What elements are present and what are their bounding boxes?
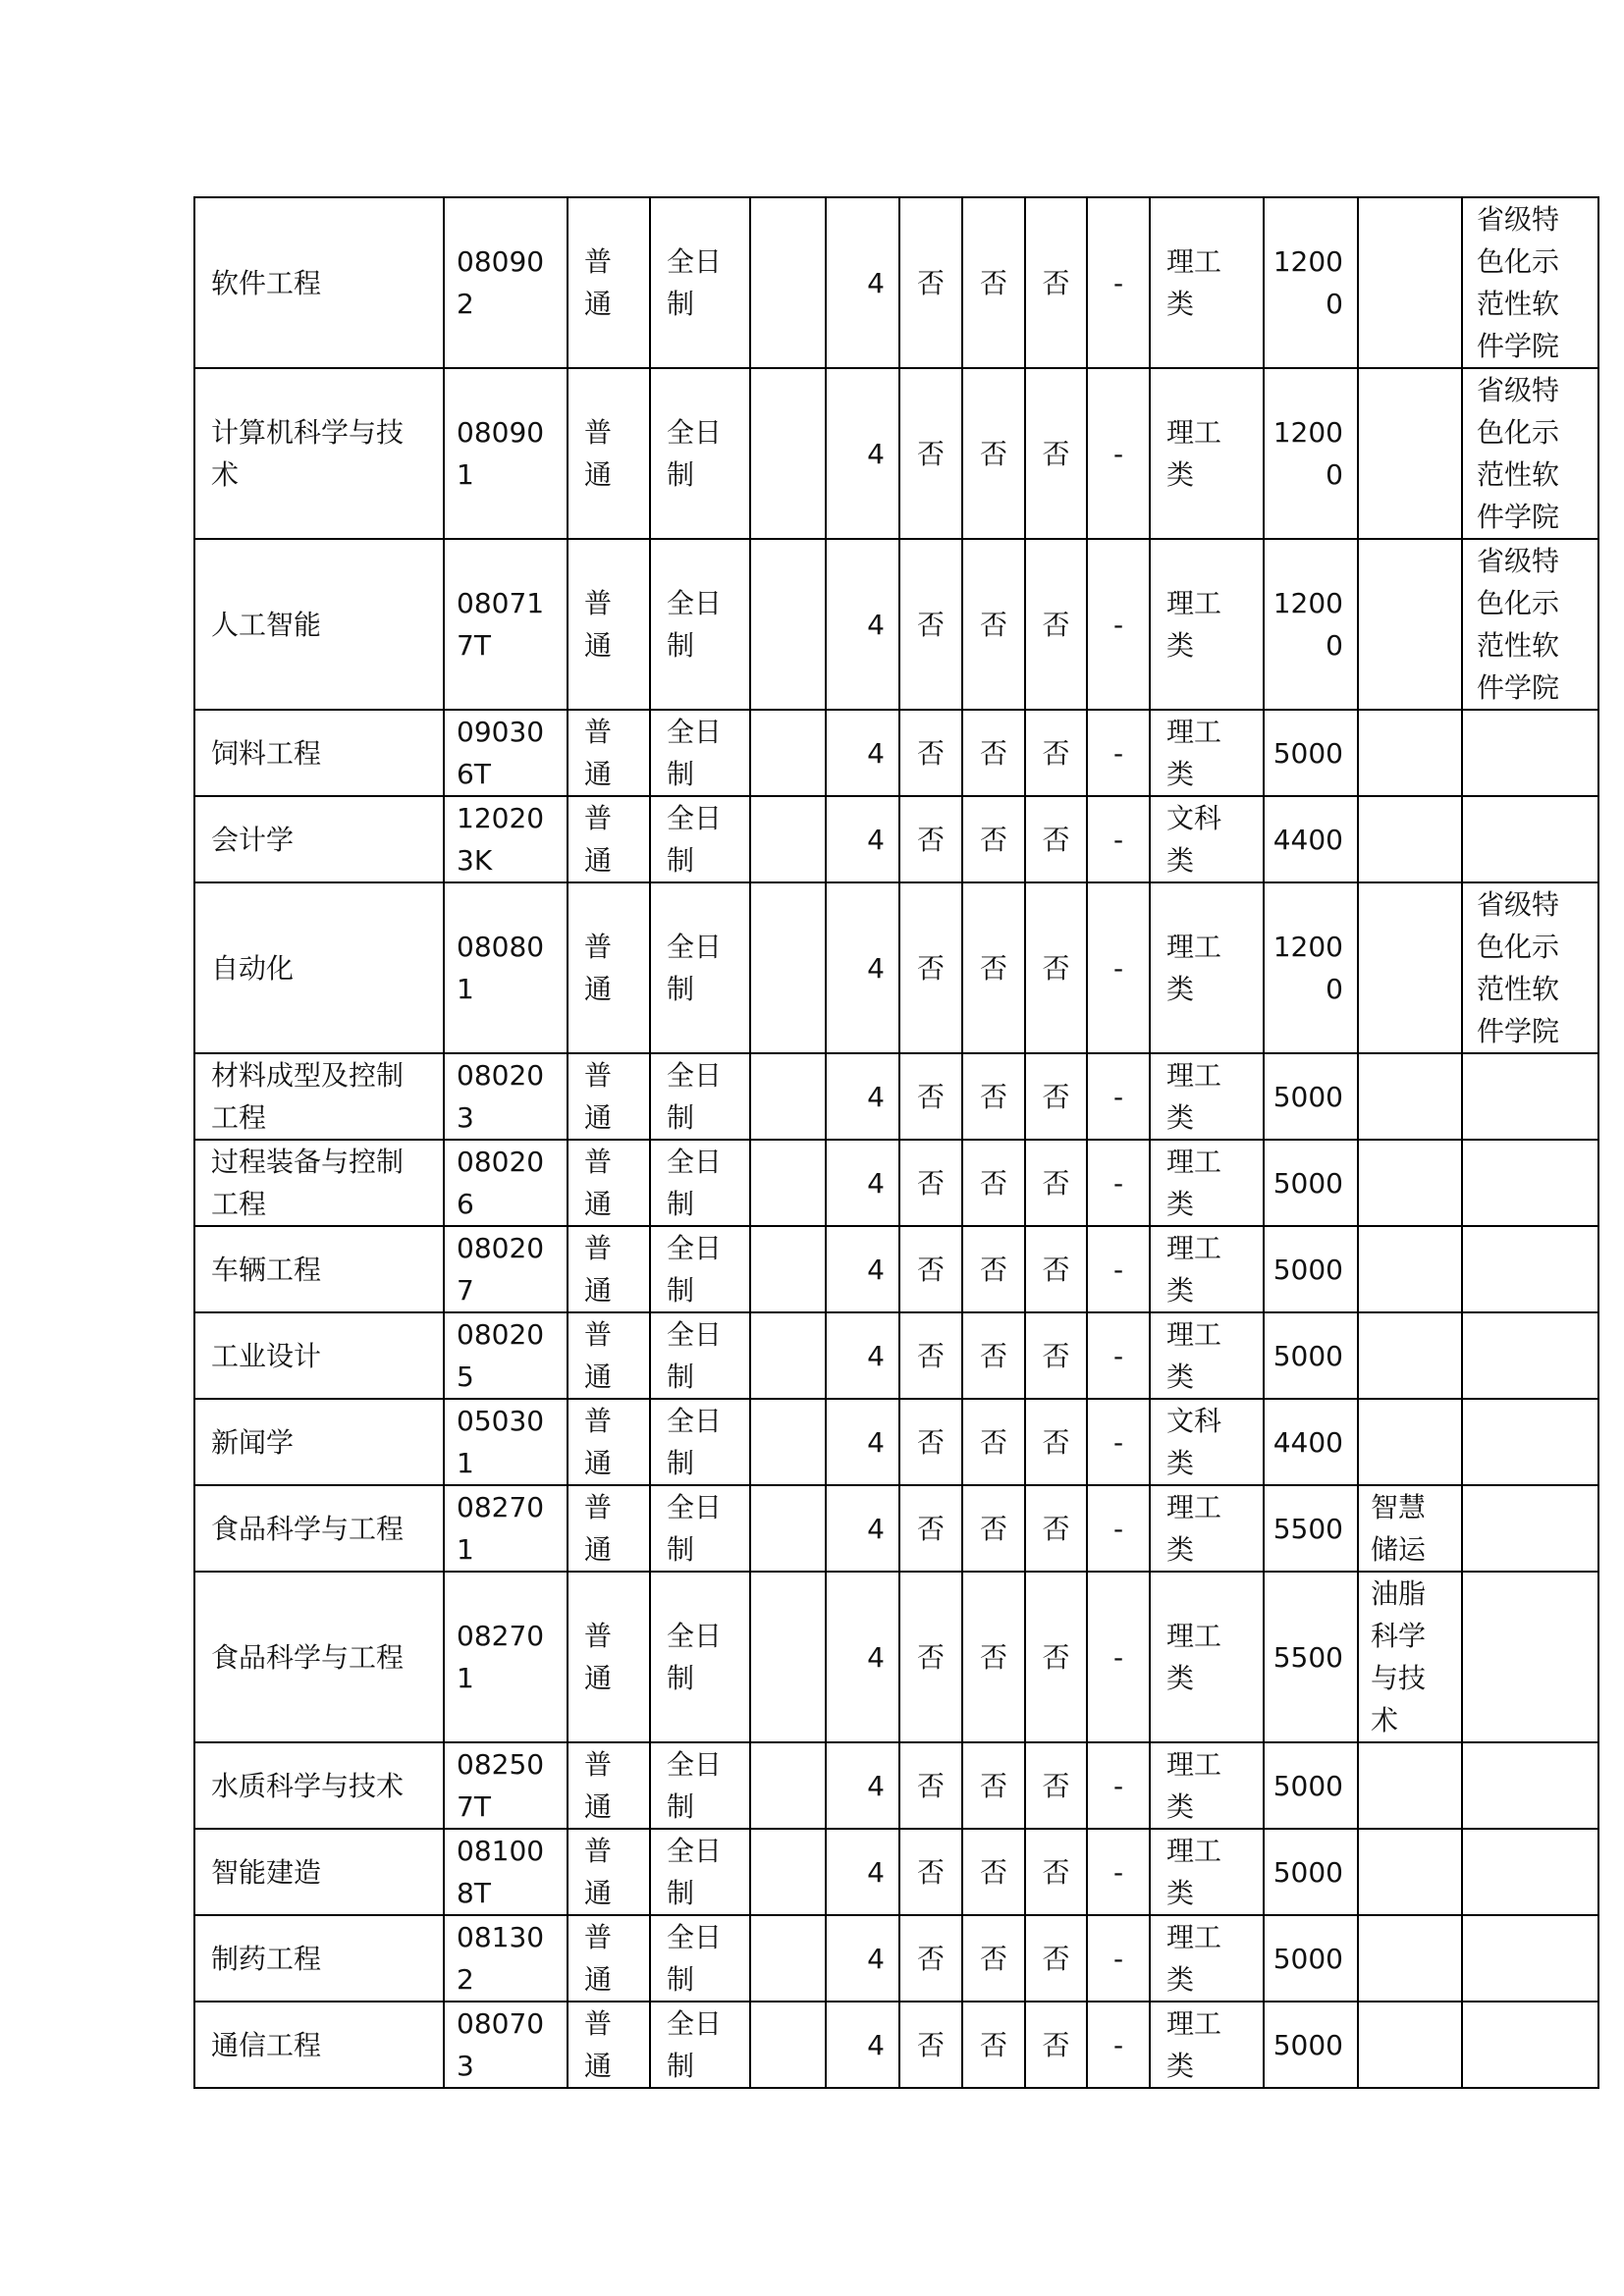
years-cell: 4 <box>826 1915 899 2002</box>
dash-cell: - <box>1087 710 1150 796</box>
direction-cell <box>1358 1742 1462 1829</box>
table-row <box>194 1485 1598 1572</box>
direction-cell <box>1358 1915 1462 2002</box>
code-cell: 080207 <box>444 1226 568 1312</box>
category-cell: 理工类 <box>1150 197 1264 368</box>
note-cell: 省级特色化示范性软件学院 <box>1462 539 1598 710</box>
flag1-cell: 否 <box>899 1829 962 1915</box>
flag1-cell: 否 <box>899 2002 962 2088</box>
dash-cell: - <box>1087 1053 1150 1140</box>
fee-cell: 4400 <box>1264 796 1358 882</box>
direction-cell <box>1358 368 1462 539</box>
note-cell <box>1462 1829 1598 1915</box>
years-cell: 4 <box>826 1399 899 1485</box>
flag3-cell: 否 <box>1025 1053 1087 1140</box>
flag2-cell: 否 <box>962 1312 1025 1399</box>
major-cell: 材料成型及控制工程 <box>194 1053 444 1140</box>
flag3-cell: 否 <box>1025 1226 1087 1312</box>
dash-cell: - <box>1087 1226 1150 1312</box>
type-cell: 普通 <box>568 1742 650 1829</box>
dash-cell: - <box>1087 539 1150 710</box>
dash-cell: - <box>1087 1399 1150 1485</box>
table-row <box>194 1226 1598 1312</box>
note-cell <box>1462 2002 1598 2088</box>
table-row <box>194 1053 1598 1140</box>
direction-cell <box>1358 882 1462 1053</box>
dash-cell: - <box>1087 1915 1150 2002</box>
code-cell: 080206 <box>444 1140 568 1226</box>
type-cell: 普通 <box>568 1312 650 1399</box>
flag1-cell: 否 <box>899 1915 962 2002</box>
flag3-cell: 否 <box>1025 1140 1087 1226</box>
table-row <box>194 882 1598 1053</box>
flag1-cell: 否 <box>899 197 962 368</box>
mode-cell: 全日制 <box>650 197 750 368</box>
flag3-cell: 否 <box>1025 1485 1087 1572</box>
flag1-cell: 否 <box>899 1399 962 1485</box>
type-cell: 普通 <box>568 368 650 539</box>
mode-cell: 全日制 <box>650 539 750 710</box>
fee-cell: 5000 <box>1264 1140 1358 1226</box>
blank-cell <box>750 1399 826 1485</box>
blank-cell <box>750 368 826 539</box>
table-row <box>194 1312 1598 1399</box>
note-cell: 省级特色化示范性软件学院 <box>1462 368 1598 539</box>
fee-cell: 5500 <box>1264 1572 1358 1742</box>
type-cell: 普通 <box>568 1829 650 1915</box>
mode-cell: 全日制 <box>650 1399 750 1485</box>
table-row <box>194 197 1598 368</box>
blank-cell <box>750 1742 826 1829</box>
note-cell <box>1462 1399 1598 1485</box>
code-cell: 050301 <box>444 1399 568 1485</box>
mode-cell: 全日制 <box>650 368 750 539</box>
direction-cell <box>1358 1829 1462 1915</box>
type-cell: 普通 <box>568 1915 650 2002</box>
category-cell: 理工类 <box>1150 1742 1264 1829</box>
category-cell: 文科类 <box>1150 1399 1264 1485</box>
mode-cell: 全日制 <box>650 1485 750 1572</box>
note-cell <box>1462 1572 1598 1742</box>
flag3-cell: 否 <box>1025 1312 1087 1399</box>
note-cell <box>1462 710 1598 796</box>
type-cell: 普通 <box>568 1485 650 1572</box>
flag1-cell: 否 <box>899 368 962 539</box>
flag1-cell: 否 <box>899 1140 962 1226</box>
years-cell: 4 <box>826 1226 899 1312</box>
blank-cell <box>750 1572 826 1742</box>
blank-cell <box>750 2002 826 2088</box>
major-cell: 饲料工程 <box>194 710 444 796</box>
mode-cell: 全日制 <box>650 1226 750 1312</box>
flag2-cell: 否 <box>962 1226 1025 1312</box>
type-cell: 普通 <box>568 796 650 882</box>
years-cell: 4 <box>826 197 899 368</box>
fee-cell: 12000 <box>1264 197 1358 368</box>
table-row <box>194 1140 1598 1226</box>
fee-cell: 5000 <box>1264 1312 1358 1399</box>
years-cell: 4 <box>826 1140 899 1226</box>
major-cell: 工业设计 <box>194 1312 444 1399</box>
years-cell: 4 <box>826 1572 899 1742</box>
years-cell: 4 <box>826 2002 899 2088</box>
flag2-cell: 否 <box>962 1572 1025 1742</box>
type-cell: 普通 <box>568 1572 650 1742</box>
code-cell: 082701 <box>444 1485 568 1572</box>
note-cell <box>1462 1053 1598 1140</box>
direction-cell <box>1358 1226 1462 1312</box>
category-cell: 理工类 <box>1150 1312 1264 1399</box>
code-cell: 080205 <box>444 1312 568 1399</box>
fee-cell: 5000 <box>1264 1053 1358 1140</box>
flag1-cell: 否 <box>899 710 962 796</box>
blank-cell <box>750 796 826 882</box>
note-cell <box>1462 1140 1598 1226</box>
note-cell <box>1462 1485 1598 1572</box>
note-cell <box>1462 1226 1598 1312</box>
table-row <box>194 796 1598 882</box>
major-cell: 自动化 <box>194 882 444 1053</box>
fee-cell: 12000 <box>1264 368 1358 539</box>
fee-cell: 5000 <box>1264 2002 1358 2088</box>
blank-cell <box>750 1226 826 1312</box>
code-cell: 081302 <box>444 1915 568 2002</box>
direction-cell <box>1358 2002 1462 2088</box>
years-cell: 4 <box>826 539 899 710</box>
table-row <box>194 1915 1598 2002</box>
years-cell: 4 <box>826 1829 899 1915</box>
blank-cell <box>750 1829 826 1915</box>
direction-cell: 智慧储运 <box>1358 1485 1462 1572</box>
type-cell: 普通 <box>568 1226 650 1312</box>
dash-cell: - <box>1087 882 1150 1053</box>
flag2-cell: 否 <box>962 1053 1025 1140</box>
direction-cell <box>1358 1312 1462 1399</box>
table-row <box>194 1742 1598 1829</box>
code-cell: 080717T <box>444 539 568 710</box>
code-cell: 080801 <box>444 882 568 1053</box>
years-cell: 4 <box>826 1312 899 1399</box>
code-cell: 090306T <box>444 710 568 796</box>
code-cell: 080703 <box>444 2002 568 2088</box>
flag2-cell: 否 <box>962 1829 1025 1915</box>
blank-cell <box>750 710 826 796</box>
flag1-cell: 否 <box>899 1226 962 1312</box>
flag1-cell: 否 <box>899 796 962 882</box>
table-body <box>194 197 1598 2088</box>
flag2-cell: 否 <box>962 1742 1025 1829</box>
fee-cell: 5000 <box>1264 1915 1358 2002</box>
blank-cell <box>750 197 826 368</box>
years-cell: 4 <box>826 796 899 882</box>
flag2-cell: 否 <box>962 2002 1025 2088</box>
fee-cell: 5500 <box>1264 1485 1358 1572</box>
mode-cell: 全日制 <box>650 1140 750 1226</box>
blank-cell <box>750 1140 826 1226</box>
flag3-cell: 否 <box>1025 1829 1087 1915</box>
major-cell: 智能建造 <box>194 1829 444 1915</box>
dash-cell: - <box>1087 368 1150 539</box>
fee-cell: 5000 <box>1264 1829 1358 1915</box>
table-row <box>194 539 1598 710</box>
years-cell: 4 <box>826 1742 899 1829</box>
blank-cell <box>750 1312 826 1399</box>
dash-cell: - <box>1087 1485 1150 1572</box>
dash-cell: - <box>1087 1572 1150 1742</box>
mode-cell: 全日制 <box>650 1742 750 1829</box>
flag1-cell: 否 <box>899 1312 962 1399</box>
major-cell: 制药工程 <box>194 1915 444 2002</box>
blank-cell <box>750 1915 826 2002</box>
fee-cell: 5000 <box>1264 1226 1358 1312</box>
flag2-cell: 否 <box>962 1485 1025 1572</box>
code-cell: 120203K <box>444 796 568 882</box>
direction-cell: 油脂科学与技术 <box>1358 1572 1462 1742</box>
major-cell: 人工智能 <box>194 539 444 710</box>
table-row <box>194 2002 1598 2088</box>
major-cell: 软件工程 <box>194 197 444 368</box>
major-cell: 会计学 <box>194 796 444 882</box>
category-cell: 理工类 <box>1150 1485 1264 1572</box>
flag3-cell: 否 <box>1025 1572 1087 1742</box>
direction-cell <box>1358 796 1462 882</box>
type-cell: 普通 <box>568 1053 650 1140</box>
table-row <box>194 1399 1598 1485</box>
fee-cell: 5000 <box>1264 1742 1358 1829</box>
type-cell: 普通 <box>568 882 650 1053</box>
major-cell: 水质科学与技术 <box>194 1742 444 1829</box>
type-cell: 普通 <box>568 1140 650 1226</box>
major-cell: 新闻学 <box>194 1399 444 1485</box>
flag2-cell: 否 <box>962 1140 1025 1226</box>
category-cell: 理工类 <box>1150 1915 1264 2002</box>
fee-cell: 5000 <box>1264 710 1358 796</box>
flag3-cell: 否 <box>1025 2002 1087 2088</box>
flag1-cell: 否 <box>899 882 962 1053</box>
flag2-cell: 否 <box>962 368 1025 539</box>
category-cell: 文科类 <box>1150 796 1264 882</box>
major-cell: 车辆工程 <box>194 1226 444 1312</box>
category-cell: 理工类 <box>1150 2002 1264 2088</box>
direction-cell <box>1358 1053 1462 1140</box>
major-cell: 食品科学与工程 <box>194 1572 444 1742</box>
direction-cell <box>1358 1399 1462 1485</box>
flag3-cell: 否 <box>1025 1742 1087 1829</box>
note-cell <box>1462 1915 1598 2002</box>
years-cell: 4 <box>826 1053 899 1140</box>
table-row <box>194 710 1598 796</box>
flag3-cell: 否 <box>1025 368 1087 539</box>
direction-cell <box>1358 539 1462 710</box>
blank-cell <box>750 1485 826 1572</box>
flag3-cell: 否 <box>1025 796 1087 882</box>
years-cell: 4 <box>826 710 899 796</box>
flag2-cell: 否 <box>962 882 1025 1053</box>
mode-cell: 全日制 <box>650 710 750 796</box>
code-cell: 080901 <box>444 368 568 539</box>
major-cell: 过程装备与控制工程 <box>194 1140 444 1226</box>
type-cell: 普通 <box>568 197 650 368</box>
flag2-cell: 否 <box>962 539 1025 710</box>
mode-cell: 全日制 <box>650 1915 750 2002</box>
blank-cell <box>750 882 826 1053</box>
fee-cell: 4400 <box>1264 1399 1358 1485</box>
flag3-cell: 否 <box>1025 197 1087 368</box>
category-cell: 理工类 <box>1150 1140 1264 1226</box>
note-cell <box>1462 796 1598 882</box>
direction-cell <box>1358 197 1462 368</box>
major-cell: 通信工程 <box>194 2002 444 2088</box>
direction-cell <box>1358 710 1462 796</box>
mode-cell: 全日制 <box>650 882 750 1053</box>
flag3-cell: 否 <box>1025 1915 1087 2002</box>
mode-cell: 全日制 <box>650 1829 750 1915</box>
code-cell: 081008T <box>444 1829 568 1915</box>
dash-cell: - <box>1087 2002 1150 2088</box>
blank-cell <box>750 1053 826 1140</box>
flag1-cell: 否 <box>899 1485 962 1572</box>
note-cell: 省级特色化示范性软件学院 <box>1462 197 1598 368</box>
flag1-cell: 否 <box>899 1572 962 1742</box>
note-cell <box>1462 1312 1598 1399</box>
major-cell: 计算机科学与技术 <box>194 368 444 539</box>
dash-cell: - <box>1087 1312 1150 1399</box>
type-cell: 普通 <box>568 710 650 796</box>
code-cell: 080902 <box>444 197 568 368</box>
majors-table <box>193 196 1599 2089</box>
mode-cell: 全日制 <box>650 796 750 882</box>
flag2-cell: 否 <box>962 197 1025 368</box>
flag3-cell: 否 <box>1025 710 1087 796</box>
flag1-cell: 否 <box>899 1053 962 1140</box>
dash-cell: - <box>1087 1829 1150 1915</box>
flag2-cell: 否 <box>962 796 1025 882</box>
years-cell: 4 <box>826 882 899 1053</box>
category-cell: 理工类 <box>1150 368 1264 539</box>
mode-cell: 全日制 <box>650 1572 750 1742</box>
type-cell: 普通 <box>568 1399 650 1485</box>
major-cell: 食品科学与工程 <box>194 1485 444 1572</box>
type-cell: 普通 <box>568 2002 650 2088</box>
table-row <box>194 368 1598 539</box>
category-cell: 理工类 <box>1150 1053 1264 1140</box>
mode-cell: 全日制 <box>650 1312 750 1399</box>
category-cell: 理工类 <box>1150 710 1264 796</box>
mode-cell: 全日制 <box>650 1053 750 1140</box>
flag2-cell: 否 <box>962 1915 1025 2002</box>
dash-cell: - <box>1087 1140 1150 1226</box>
flag1-cell: 否 <box>899 1742 962 1829</box>
category-cell: 理工类 <box>1150 539 1264 710</box>
category-cell: 理工类 <box>1150 1226 1264 1312</box>
code-cell: 082507T <box>444 1742 568 1829</box>
direction-cell <box>1358 1140 1462 1226</box>
mode-cell: 全日制 <box>650 2002 750 2088</box>
blank-cell <box>750 539 826 710</box>
note-cell <box>1462 1742 1598 1829</box>
category-cell: 理工类 <box>1150 1829 1264 1915</box>
code-cell: 080203 <box>444 1053 568 1140</box>
years-cell: 4 <box>826 368 899 539</box>
years-cell: 4 <box>826 1485 899 1572</box>
type-cell: 普通 <box>568 539 650 710</box>
note-cell: 省级特色化示范性软件学院 <box>1462 882 1598 1053</box>
flag1-cell: 否 <box>899 539 962 710</box>
fee-cell: 12000 <box>1264 882 1358 1053</box>
table-row <box>194 1572 1598 1742</box>
table-row <box>194 1829 1598 1915</box>
code-cell: 082701 <box>444 1572 568 1742</box>
fee-cell: 12000 <box>1264 539 1358 710</box>
category-cell: 理工类 <box>1150 1572 1264 1742</box>
flag3-cell: 否 <box>1025 1399 1087 1485</box>
dash-cell: - <box>1087 796 1150 882</box>
dash-cell: - <box>1087 197 1150 368</box>
flag3-cell: 否 <box>1025 882 1087 1053</box>
flag2-cell: 否 <box>962 710 1025 796</box>
flag2-cell: 否 <box>962 1399 1025 1485</box>
dash-cell: - <box>1087 1742 1150 1829</box>
category-cell: 理工类 <box>1150 882 1264 1053</box>
flag3-cell: 否 <box>1025 539 1087 710</box>
